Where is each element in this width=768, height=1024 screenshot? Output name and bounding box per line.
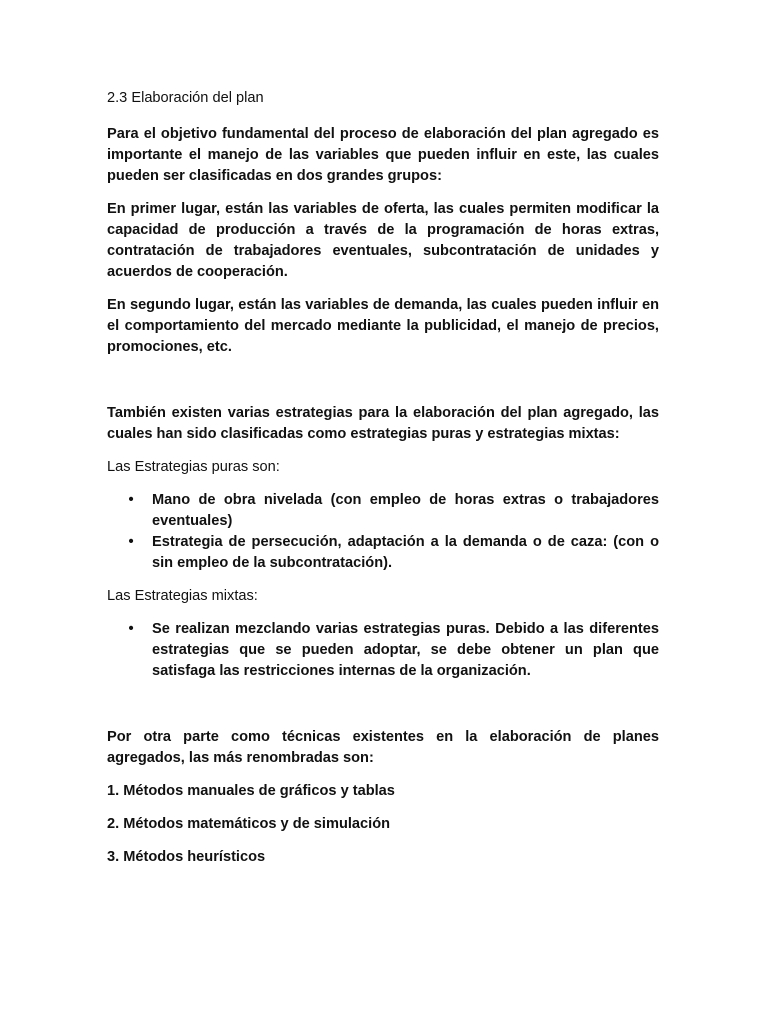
list-item-text: Estrategia de persecución, adaptación a la demanda o de caza: (con o sin empleo de la subcontratación). — [152, 534, 659, 571]
bullet-icon: • — [128, 534, 134, 550]
technique-item: 1. Métodos manuales de gráficos y tablas — [107, 783, 395, 799]
mixed-strategies-heading: Las Estrategias mixtas: — [107, 588, 258, 604]
pure-strategies-heading: Las Estrategias puras son: — [107, 459, 280, 475]
bullet-icon: • — [128, 492, 134, 508]
list-item — [107, 532, 659, 574]
technique-item: 3. Métodos heurísticos — [107, 849, 266, 865]
list-item — [107, 490, 659, 532]
paragraph-strategies-intro: También existen varias estrategias para la elaboración del plan agregado, las cuales han sido clasificadas como estrategias puras y estrategias mixtas: — [107, 405, 659, 442]
paragraph-demand-variables: En segundo lugar, están las variables de demanda, las cuales pueden influir en el comportamiento del mercado mediante la publicidad, el manejo de precios, promociones, etc. — [107, 297, 659, 355]
list-item-text: Se realizan mezclando varias estrategias puras. Debido a las diferentes estrategias que se pueden adoptar, se debe obtener un plan que satisfaga las restricciones internas de la organización. — [152, 621, 659, 679]
techniques-section — [107, 727, 659, 868]
list-item-text: Mano de obra nivelada (con empleo de horas extras o trabajadores eventuales) — [152, 492, 659, 529]
technique-item: 2. Métodos matemáticos y de simulación — [107, 816, 391, 832]
document-page — [107, 88, 659, 880]
mixed-strategies-list — [107, 619, 659, 682]
pure-strategies-list — [107, 490, 659, 574]
list-item — [107, 619, 659, 682]
paragraph-objective: Para el objetivo fundamental del proceso de elaboración del plan agregado es importante el manejo de las variables que pueden influir en este, las cuales pueden ser clasificadas en dos grandes grupos: — [107, 126, 659, 184]
bullet-icon: • — [128, 621, 134, 637]
paragraph-techniques-intro: Por otra parte como técnicas existentes en la elaboración de planes agregados, las más renombradas son: — [107, 729, 659, 766]
section-title: 2.3 Elaboración del plan — [107, 90, 264, 106]
paragraph-supply-variables: En primer lugar, están las variables de oferta, las cuales permiten modificar la capacidad de producción a través de la programación de horas extras, contratación de trabajadores eventuales, subcontratación de unidades y acuerdos de cooperación. — [107, 201, 659, 280]
